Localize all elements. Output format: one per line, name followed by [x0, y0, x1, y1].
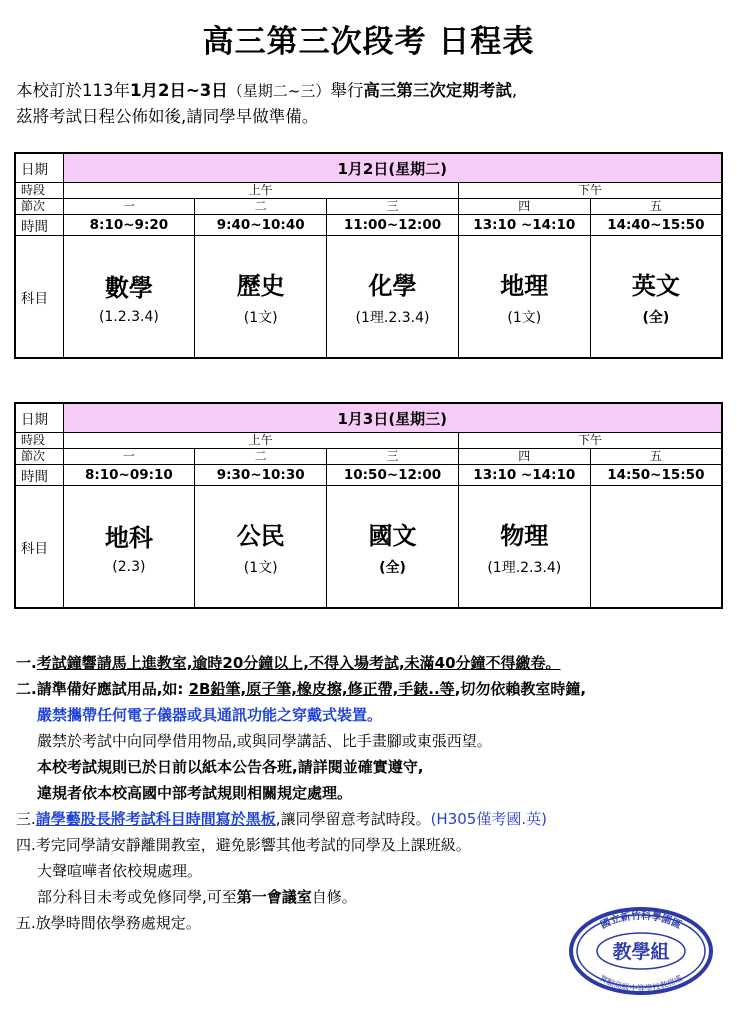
subject-name: 化學	[368, 272, 417, 300]
rule-text: 自修。	[311, 888, 357, 906]
period-cell: 三	[327, 449, 459, 465]
subject-cell	[195, 486, 327, 609]
segment-pm: 下午	[458, 183, 722, 199]
period-cell: 四	[458, 199, 590, 215]
subject-cell	[458, 486, 590, 609]
time-cell: 9:40~10:40	[195, 215, 327, 236]
time-cell: 13:10 ~14:10	[458, 465, 590, 486]
subject-name: 數學	[104, 274, 153, 302]
row-label-date: 日期	[15, 403, 63, 433]
seal-top-text: 國立新竹科學園區	[598, 910, 684, 932]
rule-2-notice: 本校考試規則已於日前以紙本公告各班,請詳閱並確實遵守,	[37, 758, 424, 776]
subject-name: 物理	[500, 522, 549, 550]
time-cell: 13:10 ~14:10	[458, 215, 590, 236]
period-cell: 二	[195, 199, 327, 215]
rule-text: ,切勿依賴教室時鐘,	[454, 680, 587, 698]
time-cell: 10:50~12:00	[327, 465, 459, 486]
seal-bottom-text: 實驗高級中等學校教務處	[598, 973, 684, 993]
intro-text: ,	[511, 81, 518, 100]
row-label-period: 節次	[15, 199, 63, 215]
rule-2-conduct: 嚴禁於考試中向同學借用物品,或與同學講話、比手畫腳或東張西望。	[37, 732, 492, 750]
subject-classes: (1理.2.3.4)	[355, 310, 430, 326]
rule-4-noise: 大聲喧嘩者依校規處理。	[37, 862, 203, 880]
time-cell: 9:30~10:30	[195, 465, 327, 486]
subject-name: 英文	[631, 272, 680, 300]
exam-name: 高三第三次定期考試	[363, 81, 512, 100]
time-cell: 8:10~09:10	[63, 465, 195, 486]
time-cell: 11:00~12:00	[327, 215, 459, 236]
rule-text-underlined: 2B鉛筆,原子筆,橡皮擦,修正帶,手錶..等	[188, 680, 455, 698]
subject-name: 地理	[500, 272, 549, 300]
row-label-segment: 時段	[15, 183, 63, 199]
row-label-period: 節次	[15, 449, 63, 465]
subject-cell	[327, 486, 459, 609]
subject-name: 歷史	[236, 272, 285, 300]
subject-classes: (1理.2.3.4)	[487, 560, 562, 576]
subject-classes: (1文)	[243, 560, 278, 576]
rule-text-blue: 請學藝股長將考試科目時間寫於黑板	[35, 810, 276, 828]
intro-line-1	[16, 78, 716, 104]
period-cell: 五	[590, 199, 722, 215]
time-cell: 14:50~15:50	[590, 465, 722, 486]
exam-dates: 1月2日~3日	[130, 81, 228, 100]
seal-center-text: 教學組	[612, 941, 670, 963]
subject-cell	[327, 236, 459, 359]
segment-am: 上午	[63, 433, 458, 449]
rule-text: 考完同學請安靜離開教室，避免影響其他考試的同學及上課班級。	[35, 836, 471, 854]
subject-name: 公民	[236, 522, 285, 550]
time-cell: 14:40~15:50	[590, 215, 722, 236]
subject-classes: (1文)	[507, 310, 542, 326]
rule-2-warning: 嚴禁攜帶任何電子儀器或具通訊功能之穿戴式裝置。	[37, 706, 383, 724]
row-label-subject: 科目	[15, 236, 63, 359]
subject-classes: (2.3)	[112, 559, 146, 575]
rule-number: 二.	[16, 680, 37, 698]
subject-classes: (全)	[379, 560, 406, 576]
row-label-subject: 科目	[15, 486, 63, 609]
subject-cell	[63, 236, 195, 359]
rule-1	[16, 650, 726, 676]
rule-2-penalty: 違規者依本校高國中部考試規則相關規定處理。	[37, 784, 353, 802]
subject-name: 國文	[368, 522, 417, 550]
rule-number: 一.	[16, 654, 37, 672]
segment-pm: 下午	[458, 433, 722, 449]
study-room: 第一會議室	[236, 888, 312, 906]
row-label-time: 時間	[15, 465, 63, 486]
rule-number: 五.	[16, 914, 36, 932]
exam-date-day2: 1月3日(星期三)	[63, 403, 722, 433]
rule-text: 放學時間依學務處規定。	[35, 914, 201, 932]
period-cell: 一	[63, 449, 195, 465]
subject-cell	[590, 236, 722, 359]
rule-number: 三.	[16, 810, 36, 828]
intro-text: 舉行	[330, 81, 364, 100]
rule-text: 考試鐘響請馬上進教室,逾時20分鐘以上,不得入場考試,未滿40分鐘不得繳卷。	[36, 654, 561, 672]
subject-classes: (全)	[642, 310, 670, 326]
subject-cell	[195, 236, 327, 359]
rule-3	[16, 806, 726, 832]
exam-rules	[16, 650, 726, 936]
segment-am: 上午	[63, 183, 458, 199]
period-cell: 三	[327, 199, 459, 215]
period-cell: 五	[590, 449, 722, 465]
rule-number: 四.	[16, 836, 36, 854]
rule-2	[16, 676, 726, 702]
subject-name: 地科	[104, 524, 153, 552]
schedule-table-day2	[14, 402, 723, 609]
exam-weekdays: （星期二~三）	[227, 82, 331, 100]
rule-text: 請準備好應試用品,如:	[36, 680, 189, 698]
subject-cell	[63, 486, 195, 609]
subject-cell	[458, 236, 590, 359]
rule-text: ,讓同學留意考試時段。	[275, 810, 431, 828]
time-cell: 8:10~9:20	[63, 215, 195, 236]
row-label-time: 時間	[15, 215, 63, 236]
rule-4	[16, 832, 726, 858]
schedule-table-day1	[14, 152, 723, 359]
office-seal-stamp	[565, 905, 717, 997]
intro-paragraph	[16, 78, 716, 130]
period-cell: 一	[63, 199, 195, 215]
intro-line-2: 茲將考試日程公佈如後,請同學早做準備。	[16, 107, 319, 126]
rule-note: (H305僅考國.英)	[430, 810, 547, 828]
subject-classes: (1.2.3.4)	[98, 309, 159, 325]
rule-text: 部分科目未考或免修同學,可至	[37, 888, 237, 906]
exam-date-day1: 1月2日(星期二)	[63, 153, 722, 183]
intro-text: 本校訂於113年	[16, 81, 130, 100]
subject-classes: (1文)	[243, 310, 278, 326]
period-cell: 二	[195, 449, 327, 465]
period-cell: 四	[458, 449, 590, 465]
row-label-segment: 時段	[15, 433, 63, 449]
page-title: 高三第三次段考 日程表	[202, 24, 535, 60]
subject-cell-empty	[590, 486, 722, 609]
row-label-date: 日期	[15, 153, 63, 183]
